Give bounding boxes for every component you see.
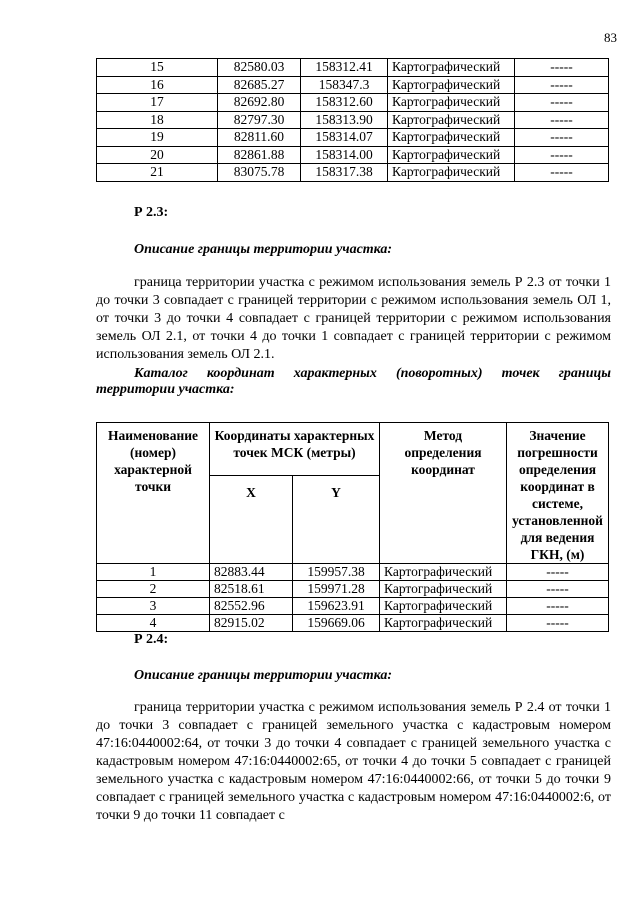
section-title: Р 2.4: [134,632,169,647]
method: Картографический [388,111,515,129]
point-number: 19 [97,129,218,147]
method: Картографический [388,94,515,112]
catalog-caption: Каталог координат характерных (поворотных) точек границы [134,366,611,381]
coord-x: 82518.61 [210,581,293,598]
coord-x: 82861.88 [218,146,301,164]
method: Картографический [380,615,507,632]
header-y: Y [293,476,380,564]
coord-x: 83075.78 [218,164,301,182]
method: Картографический [388,129,515,147]
table-row [97,598,609,615]
coord-y: 158312.41 [301,59,388,77]
point-number: 18 [97,111,218,129]
header-coordinates: Координаты характерных точек МСК (метры) [210,423,380,476]
boundary-description [96,699,611,825]
header-error-value: Значение погрешности определения координат в системе, установленной для ведения ГКН, (м) [507,423,609,564]
header-method: Метод определения координат [380,423,507,564]
error-value: ----- [515,94,609,112]
coord-y: 159669.06 [293,615,380,632]
table-row [97,615,609,632]
point-number: 21 [97,164,218,182]
method: Картографический [388,76,515,94]
section-subtitle: Описание границы территории участка: [134,668,393,683]
error-value: ----- [515,76,609,94]
point-number: 2 [97,581,210,598]
point-number: 16 [97,76,218,94]
catalog-caption-continuation: территории участка: [96,382,235,397]
method: Картографический [388,146,515,164]
method: Картографический [380,581,507,598]
table-row [97,164,609,182]
coord-x: 82685.27 [218,76,301,94]
coord-y: 159957.38 [293,564,380,581]
error-value: ----- [515,146,609,164]
method: Картографический [388,164,515,182]
error-value: ----- [507,564,609,581]
coord-x: 82692.80 [218,94,301,112]
point-number: 15 [97,59,218,77]
point-number: 1 [97,564,210,581]
boundary-description [96,274,611,364]
coord-x: 82883.44 [210,564,293,581]
coord-y: 158314.07 [301,129,388,147]
coordinates-table [96,422,609,632]
table-row [97,59,609,77]
error-value: ----- [507,598,609,615]
page-number: 83 [604,30,617,45]
point-number: 3 [97,598,210,615]
table-row [97,111,609,129]
method: Картографический [380,598,507,615]
coord-y: 158317.38 [301,164,388,182]
coord-y: 159623.91 [293,598,380,615]
error-value: ----- [507,615,609,632]
coord-x: 82580.03 [218,59,301,77]
paragraph: граница территории участка с режимом использования земель Р 2.4 от точки 1 до точки 3 совпадает с границей земельного участка с кадастровым номером 47:16:0440002:64, от точки 3 до точки 4 совпадает с границей земельного участка с кадастровым номером 47:16:0440002:65, от точки 4 до точки 5 совпадает с границей земельного участка с кадастровым номером 47:16:0440002:66, от точки 5 до точки 9 совпадает с границей земельного участка с кадастровым номером 47:16:0440002:6, от точки 9 до точки 11 совпадает с [96,700,611,823]
coord-y: 159971.28 [293,581,380,598]
section-title: Р 2.3: [134,205,169,220]
coord-y: 158314.00 [301,146,388,164]
error-value: ----- [507,581,609,598]
coord-x: 82552.96 [210,598,293,615]
point-number: 17 [97,94,218,112]
error-value: ----- [515,129,609,147]
table-row [97,564,609,581]
point-number: 20 [97,146,218,164]
coord-y: 158347.3 [301,76,388,94]
coord-y: 158313.90 [301,111,388,129]
coordinates-table-continued [96,58,609,182]
coord-x: 82811.60 [218,129,301,147]
coord-y: 158312.60 [301,94,388,112]
header-x: X [210,476,293,564]
method: Картографический [388,59,515,77]
coord-x: 82915.02 [210,615,293,632]
table-row [97,581,609,598]
error-value: ----- [515,111,609,129]
error-value: ----- [515,164,609,182]
error-value: ----- [515,59,609,77]
table-row [97,76,609,94]
table-row [97,146,609,164]
method: Картографический [380,564,507,581]
header-point-name: Наименование (номер) характерной точки [97,423,210,564]
section-subtitle: Описание границы территории участка: [134,242,393,257]
point-number: 4 [97,615,210,632]
paragraph: граница территории участка с режимом использования земель Р 2.3 от точки 1 до точки 3 совпадает с границей территории с режимом использования земель ОЛ 1, от точки 3 до точки 4 совпадает с границей территории с режимом использования земель ОЛ 2.1, от точки 4 до точки 1 совпадает с границей территории с режимом использования земель ОЛ 2.1. [96,275,611,362]
table-row [97,94,609,112]
coord-x: 82797.30 [218,111,301,129]
table-row [97,129,609,147]
